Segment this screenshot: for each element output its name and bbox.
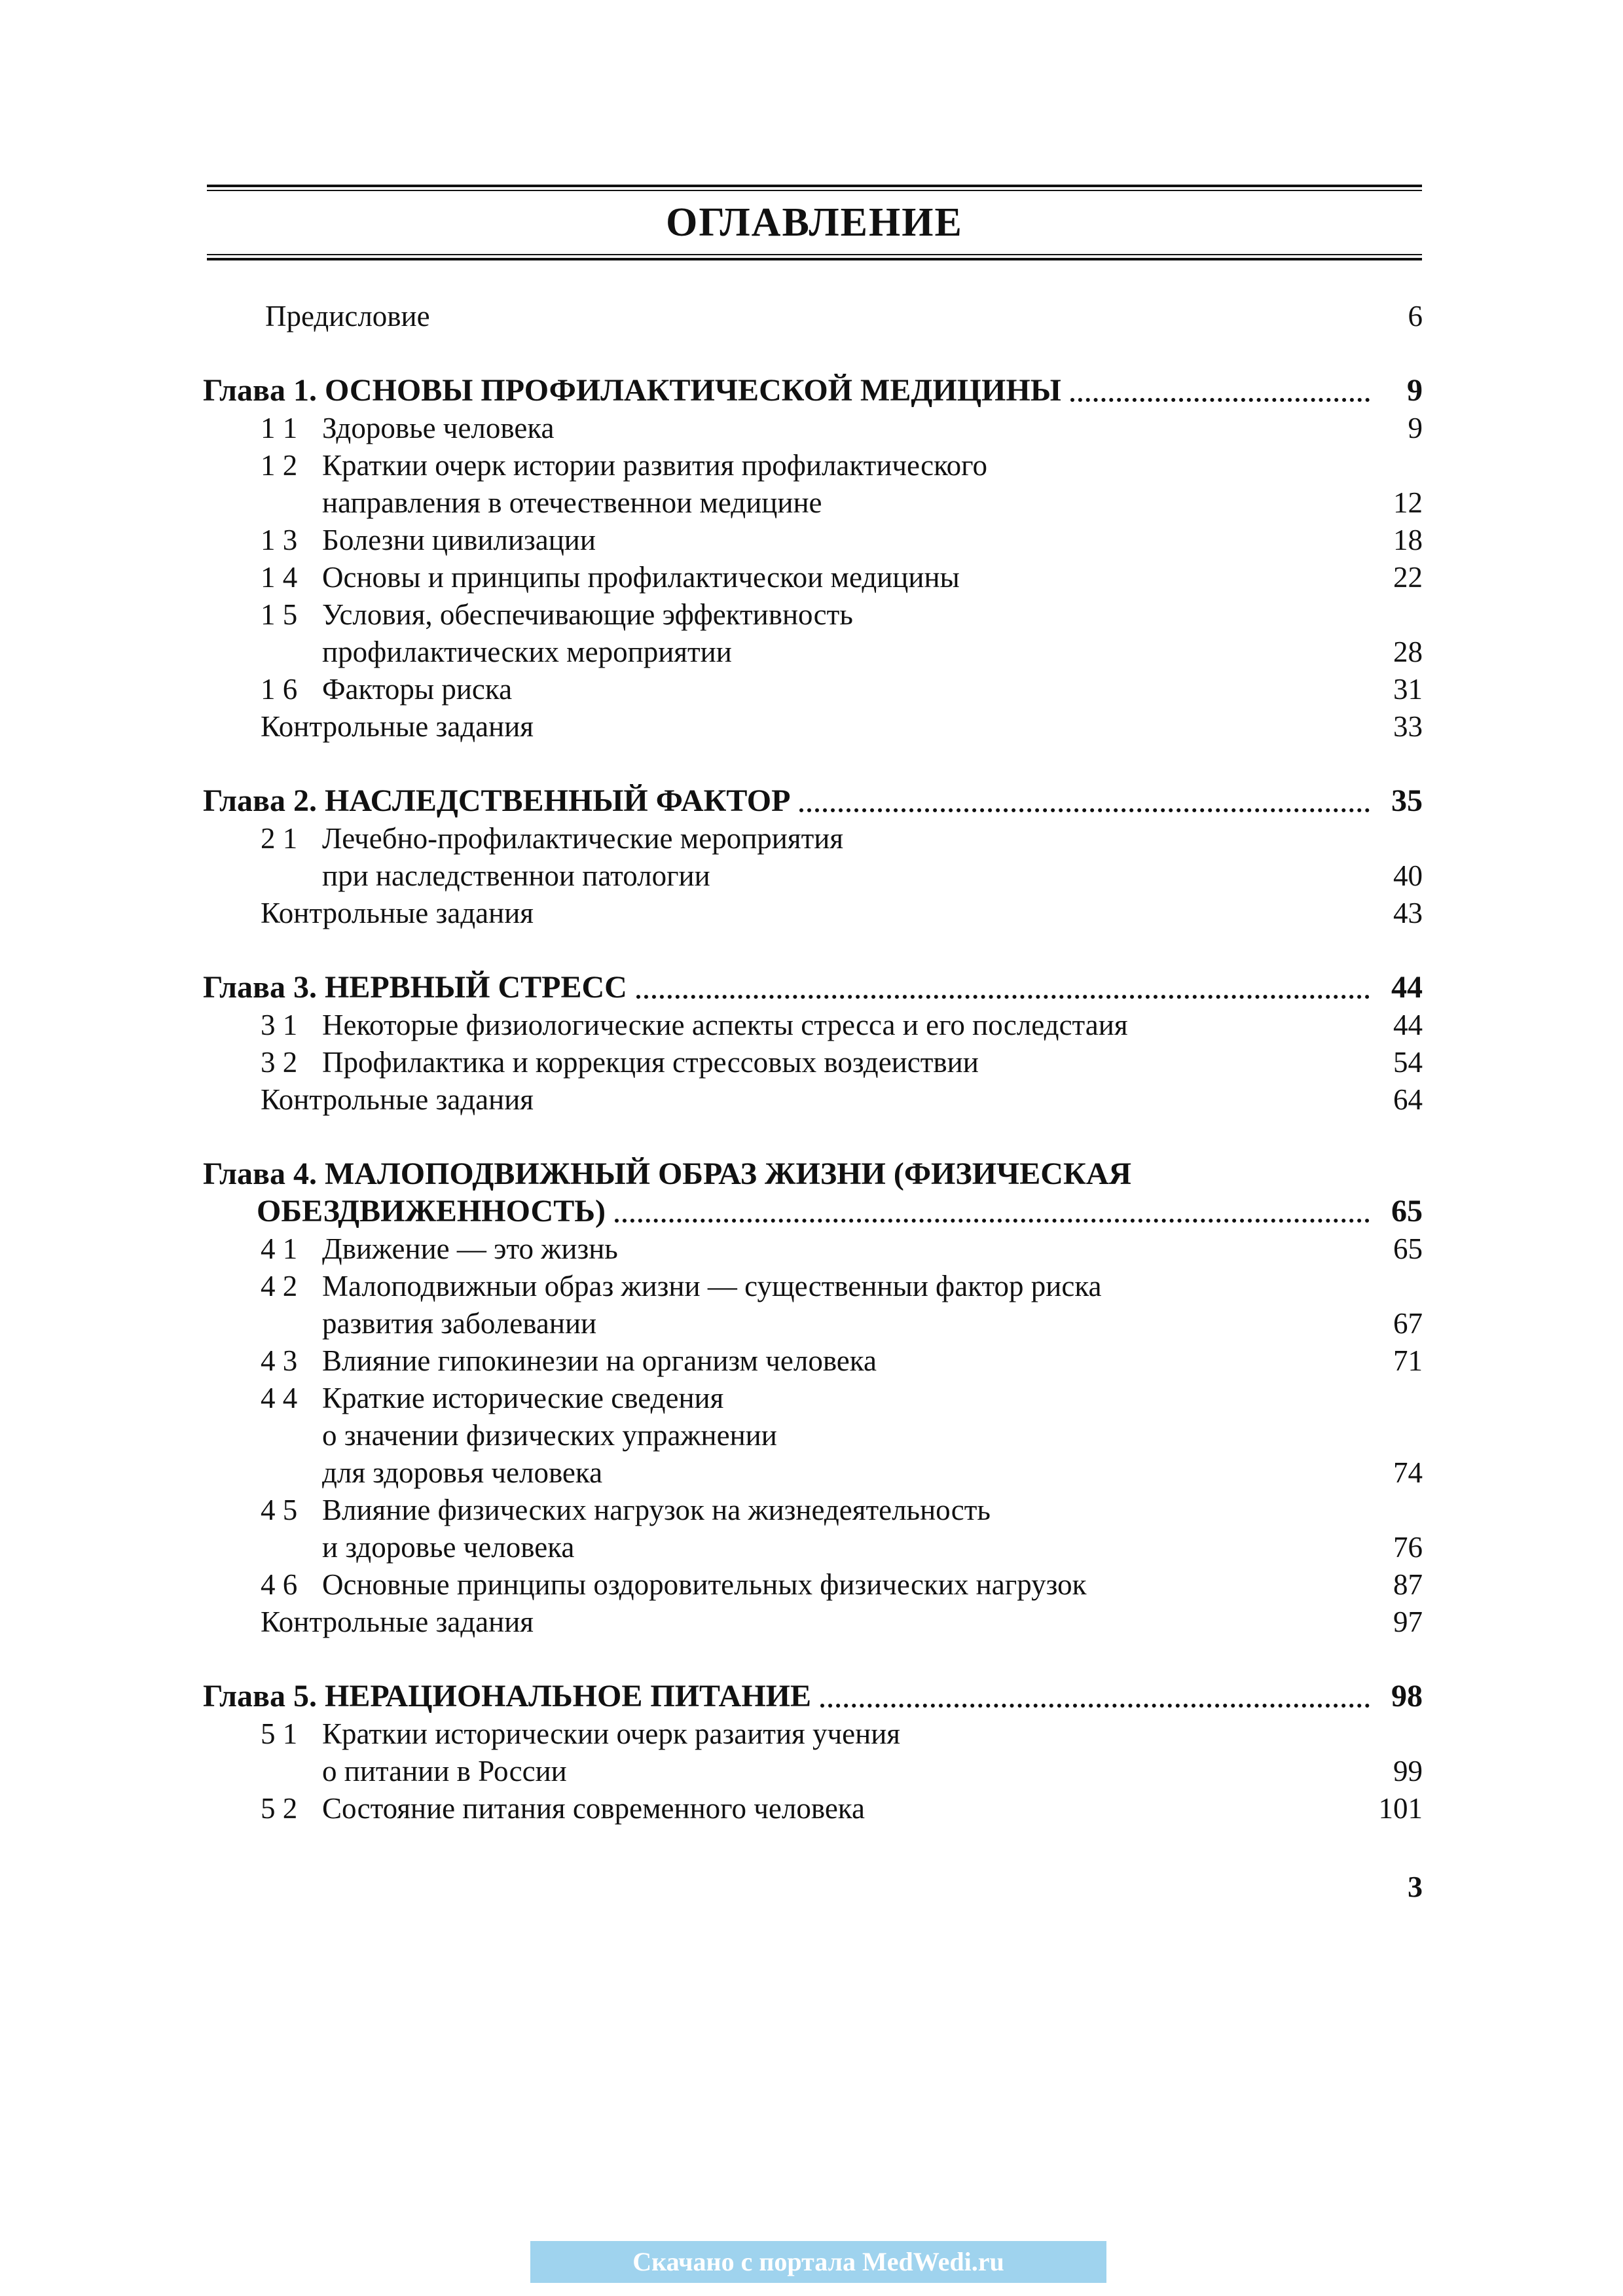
leader-dots	[799, 782, 1370, 820]
section-title: при наследственнои патологии	[322, 859, 710, 892]
page-ref: 28	[1393, 636, 1423, 668]
page-ref: 64	[1393, 1083, 1423, 1116]
toc-section	[0, 1342, 1623, 1380]
section-number: 1 4	[261, 561, 298, 594]
toc-section	[0, 1304, 1623, 1342]
toc-section	[0, 409, 1623, 447]
chapter-label: ОБЕЗДВИЖЕННОСТЬ)	[257, 1194, 606, 1229]
toc-section	[0, 857, 1623, 895]
toc-section	[0, 1006, 1623, 1044]
leader-dots	[615, 1193, 1370, 1230]
section-number: 4 5	[261, 1494, 298, 1526]
chapter-title	[0, 372, 1623, 410]
toc-section	[0, 819, 1623, 857]
page-ref: 65	[1393, 1232, 1423, 1265]
page-ref: 44	[1391, 970, 1423, 1005]
toc-section	[0, 484, 1623, 522]
section-title: Малоподвижныи образ жизни — существенныи фактор риска	[322, 1270, 1102, 1302]
section-title: Лечебно-профилактические мероприятия	[322, 822, 844, 855]
section-title: Краткие исторические сведения	[322, 1382, 724, 1414]
section-title: Профилактика и коррекция стрессовых воздеиствии	[322, 1046, 979, 1079]
toc-section	[0, 1043, 1623, 1081]
toc-section	[0, 1491, 1623, 1529]
section-title: профилактических мероприятии	[322, 636, 732, 668]
chapter-title	[0, 1193, 1623, 1230]
section-number: 1 2	[261, 449, 298, 482]
toc-section	[0, 1528, 1623, 1566]
page-ref: 31	[1393, 673, 1423, 706]
page-ref: 74	[1393, 1456, 1423, 1489]
toc-preface	[0, 297, 1623, 335]
section-title: для здоровья человека	[322, 1456, 603, 1489]
section-title: Основы и принципы профилактическои медицины	[322, 561, 960, 594]
section-title: Основные принципы оздоровительных физических нагрузок	[322, 1568, 1087, 1601]
toc-section	[0, 1267, 1623, 1305]
page-ref: 54	[1393, 1046, 1423, 1079]
section-number: 4 3	[261, 1344, 298, 1377]
toc-exercises	[0, 894, 1623, 932]
section-title: Некоторые физиологические аспекты стресса и его последстаия	[322, 1009, 1128, 1041]
page-ref: 40	[1393, 859, 1423, 892]
toc-section	[0, 1416, 1623, 1454]
section-title: и здоровье человека	[322, 1531, 575, 1564]
section-number: 4 6	[261, 1568, 298, 1601]
page-ref: 98	[1391, 1679, 1423, 1713]
section-number: 5 1	[261, 1717, 298, 1750]
section-title: о питании в России	[322, 1755, 567, 1787]
section-number: 1 3	[261, 524, 298, 556]
section-title: Условия, обеспечивающие эффективность	[322, 598, 853, 631]
toc-section	[0, 1715, 1623, 1753]
toc-section	[0, 521, 1623, 559]
toc-section	[0, 1566, 1623, 1604]
chapter-label: Глава 1. ОСНОВЫ ПРОФИЛАКТИЧЕСКОЙ МЕДИЦИНЫ	[203, 373, 1061, 408]
chapter-label: Глава 5. НЕРАЦИОНАЛЬНОЕ ПИТАНИЕ	[203, 1679, 812, 1713]
section-number: 1 5	[261, 598, 298, 631]
chapter-label: Глава 3. НЕРВНЫЙ СТРЕСС	[203, 970, 627, 1005]
page-ref: 9	[1407, 373, 1423, 408]
toc-exercises	[0, 1603, 1623, 1641]
section-title: развития заболевании	[322, 1307, 597, 1340]
page-ref: 9	[1408, 412, 1423, 444]
toc-exercises	[0, 1081, 1623, 1119]
section-title: Краткии очерк истории развития профилактического	[322, 449, 988, 482]
toc-section	[0, 596, 1623, 634]
section-number: 4 4	[261, 1382, 298, 1414]
section-title: Факторы риска	[322, 673, 513, 706]
page-ref: 35	[1391, 783, 1423, 818]
toc-section	[0, 1789, 1623, 1827]
page-ref: 12	[1393, 486, 1423, 519]
leader-dots	[1070, 372, 1370, 410]
section-number: 2 1	[261, 822, 298, 855]
section-number: 5 2	[261, 1792, 298, 1825]
preface-label: Предисловие	[265, 300, 430, 332]
section-title: Контрольные задания	[261, 897, 534, 929]
section-title: Болезни цивилизации	[322, 524, 596, 556]
page-ref: 67	[1393, 1307, 1423, 1340]
section-number: 3 2	[261, 1046, 298, 1079]
chapter-label: Глава 4. МАЛОПОДВИЖНЫЙ ОБРАЗ ЖИЗНИ (ФИЗИЧЕСКАЯ	[203, 1157, 1132, 1191]
page-ref: 65	[1391, 1194, 1423, 1229]
section-title: Состояние питания современного человека	[322, 1792, 865, 1825]
page-ref: 71	[1393, 1344, 1423, 1377]
section-title: Краткии историческии очерк разаития учения	[322, 1717, 900, 1750]
page-number: 3	[1408, 1870, 1423, 1903]
page-ref: 44	[1393, 1009, 1423, 1041]
toc-section	[0, 1379, 1623, 1417]
toc-section	[0, 1752, 1623, 1790]
toc-section	[0, 1230, 1623, 1268]
chapter-title	[0, 1677, 1623, 1715]
chapter-title	[0, 969, 1623, 1007]
section-number: 4 1	[261, 1232, 298, 1265]
toc-section	[0, 670, 1623, 708]
section-title: Контрольные задания	[261, 710, 534, 743]
page-ref: 97	[1393, 1605, 1423, 1638]
chapter-label: Глава 2. НАСЛЕДСТВЕННЫЙ ФАКТОР	[203, 783, 791, 818]
section-number: 1 6	[261, 673, 298, 706]
chapter-title	[0, 1155, 1623, 1193]
page-ref: 18	[1393, 524, 1423, 556]
section-title: Контрольные задания	[261, 1083, 534, 1116]
page-ref: 6	[1408, 300, 1423, 332]
toc-exercises	[0, 708, 1623, 745]
section-number: 3 1	[261, 1009, 298, 1041]
section-title: Влияние физических нагрузок на жизнедеятельность	[322, 1494, 991, 1526]
leader-dots	[636, 969, 1370, 1007]
page-title: ОГЛАВЛЕНИЕ	[666, 200, 963, 245]
toc-section	[0, 633, 1623, 671]
chapter-title	[0, 782, 1623, 820]
toc-section	[0, 446, 1623, 484]
section-title: Движение — это жизнь	[322, 1232, 618, 1265]
section-title: Здоровье человека	[322, 412, 555, 444]
leader-dots	[820, 1677, 1370, 1715]
section-title: о значении физических упражнении	[322, 1419, 777, 1452]
page-ref: 33	[1393, 710, 1423, 743]
page-ref: 101	[1378, 1792, 1423, 1825]
toc-section	[0, 1454, 1623, 1492]
watermark: Скачано с портала MedWedi.ru	[530, 2241, 1106, 2283]
page-ref: 87	[1393, 1568, 1423, 1601]
section-number: 1 1	[261, 412, 298, 444]
page-ref: 22	[1393, 561, 1423, 594]
section-number: 4 2	[261, 1270, 298, 1302]
toc-section	[0, 558, 1623, 596]
section-title: направления в отечественнои медицине	[322, 486, 822, 519]
page-ref: 76	[1393, 1531, 1423, 1564]
page-ref: 99	[1393, 1755, 1423, 1787]
page-ref: 43	[1393, 897, 1423, 929]
section-title: Контрольные задания	[261, 1605, 534, 1638]
section-title: Влияние гипокинезии на организм человека	[322, 1344, 877, 1377]
